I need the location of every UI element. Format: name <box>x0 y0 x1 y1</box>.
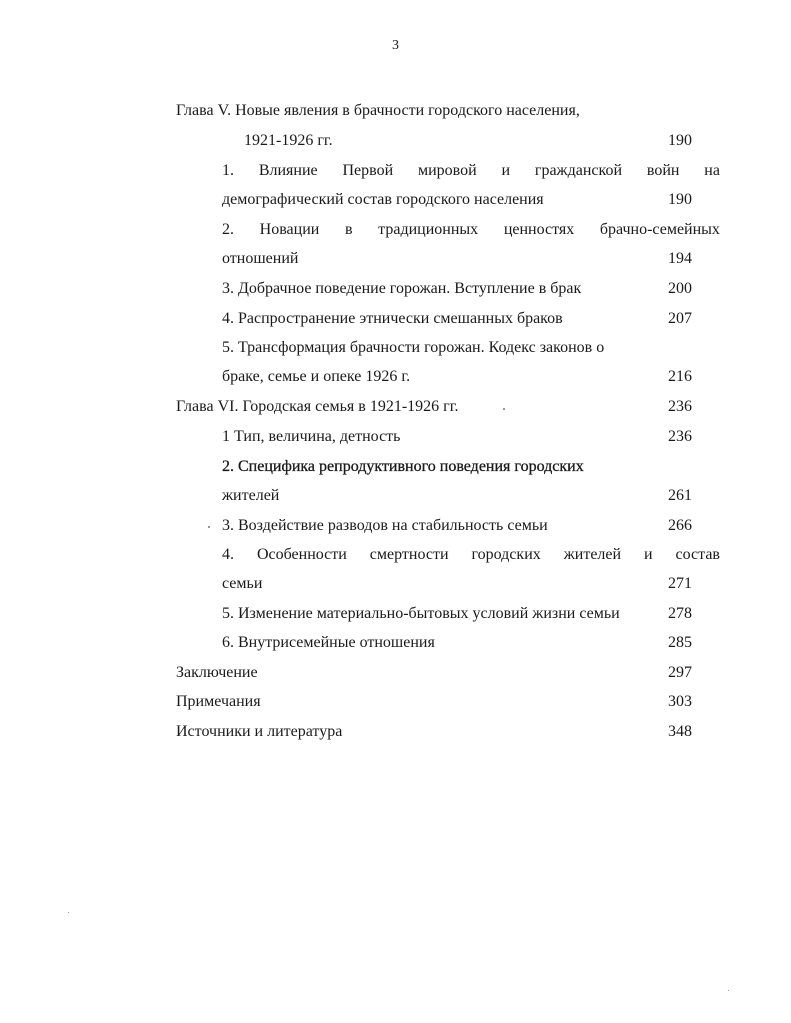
toc-section-6-2-line2[interactable]: жителей <box>222 487 280 504</box>
toc-section-6-4-line2[interactable]: семьи <box>222 575 263 592</box>
toc-section-5-2-line1[interactable]: 2. Новации в традиционных ценностях брачно-семейных <box>222 221 720 238</box>
toc-chapter-5-title-line1[interactable]: Глава V. Новые явления в брачности городского населения, <box>176 102 580 119</box>
toc-section-6-1[interactable]: 1 Тип, величина, детность <box>222 428 401 445</box>
toc-section-5-4[interactable]: 4. Распространение этнически смешанных браков <box>222 310 563 327</box>
toc-section-6-6[interactable]: 6. Внутрисемейные отношения <box>222 634 435 651</box>
toc-section-5-3[interactable]: 3. Добрачное поведение горожан. Вступление в брак <box>222 280 582 297</box>
toc-section-6-2-line1[interactable]: 2. Специфика репродуктивного поведения городских <box>222 458 584 475</box>
toc-section-6-1-page: 236 <box>668 428 692 445</box>
toc-chapter-6-title[interactable]: Глава VI. Городская семья в 1921-1926 гг. <box>176 398 459 415</box>
toc-section-6-4-line1[interactable]: 4. Особенности смертности городских жителей и состав <box>222 546 720 563</box>
toc-chapter-5-page: 190 <box>668 132 692 149</box>
toc-sources[interactable]: Источники и литература <box>176 723 343 740</box>
toc-section-5-1-line2[interactable]: демографический состав городского населения <box>222 191 544 208</box>
toc-section-6-5[interactable]: 5. Изменение материально-бытовых условий жизни семьи <box>222 605 620 622</box>
speck <box>68 912 69 913</box>
toc-section-5-2-line2[interactable]: отношений <box>222 250 299 267</box>
toc-section-5-4-page: 207 <box>668 310 692 327</box>
toc-section-6-3-page: 266 <box>668 517 692 534</box>
toc-notes[interactable]: Примечания <box>176 693 261 710</box>
toc-section-6-5-page: 278 <box>668 605 692 622</box>
toc-chapter-5-title-line2[interactable]: 1921-1926 гг. <box>244 132 333 149</box>
toc-section-5-1-line1[interactable]: 1. Влияние Первой мировой и гражданской войн на <box>222 162 720 179</box>
toc-conclusion[interactable]: Заключение <box>176 664 258 681</box>
speck <box>208 526 210 528</box>
toc-section-5-5-line1[interactable]: 5. Трансформация брачности горожан. Кодекс законов о <box>222 339 605 356</box>
toc-chapter-6-page: 236 <box>668 398 692 415</box>
toc-section-5-5-line2[interactable]: браке, семье и опеке 1926 г. <box>222 368 411 385</box>
toc-sources-page: 348 <box>668 723 692 740</box>
toc-section-6-2-page: 261 <box>668 487 692 504</box>
speck <box>503 408 505 410</box>
toc-section-5-1-page: 190 <box>668 191 692 208</box>
speck <box>728 990 729 991</box>
toc-conclusion-page: 297 <box>668 664 692 681</box>
toc-section-5-2-page: 194 <box>668 250 692 267</box>
toc-section-6-3[interactable]: 3. Воздействие разводов на стабильность семьи <box>222 517 548 534</box>
toc-section-5-5-page: 216 <box>668 368 692 385</box>
page-number: 3 <box>392 38 399 53</box>
toc-section-5-3-page: 200 <box>668 280 692 297</box>
toc-section-6-6-page: 285 <box>668 634 692 651</box>
toc-section-6-4-page: 271 <box>668 575 692 592</box>
toc-notes-page: 303 <box>668 693 692 710</box>
